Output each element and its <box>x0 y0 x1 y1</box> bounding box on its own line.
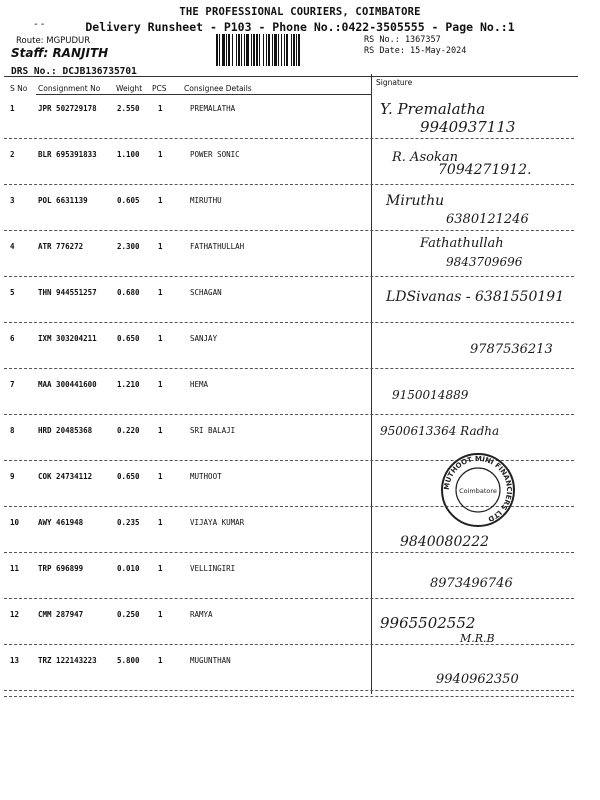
row-sno: 11 <box>10 564 20 573</box>
row-signature-text: Y. Premalatha <box>380 100 486 118</box>
row-consignment-no: ATR 776272 <box>38 242 84 251</box>
row-consignment-no: HRD 20485368 <box>38 426 93 435</box>
row-signature-number: 7094271912. <box>438 162 532 178</box>
col-header-signature: Signature <box>376 78 413 87</box>
row-consignment-no: COK 24734112 <box>38 472 93 481</box>
row-consignment-no: POL 6631139 <box>38 196 88 205</box>
row-pcs: 1 <box>158 196 163 205</box>
row-weight: 0.650 <box>117 472 140 481</box>
header-mark: - - <box>34 19 45 30</box>
row-signature-text: 9500613364 Radha <box>380 424 500 438</box>
row-separator <box>4 414 574 415</box>
row-pcs: 1 <box>158 242 163 251</box>
row-signature-number: 9940937113 <box>420 118 516 136</box>
row-separator <box>4 184 574 185</box>
row-pcs: 1 <box>158 150 163 159</box>
row-signature-text: R. Asokan <box>392 150 458 165</box>
document-subtitle: Delivery Runsheet - P103 - Phone No.:0422-3505555 - Page No.:1 <box>85 20 515 34</box>
row-pcs: 1 <box>158 288 163 297</box>
row-consignment-no: TRP 696899 <box>38 564 84 573</box>
col-header-sno: S No <box>10 84 28 93</box>
row-weight: 5.800 <box>117 656 140 665</box>
row-weight: 2.550 <box>117 104 140 113</box>
row-consignment-no: JPR 502729178 <box>38 104 97 113</box>
row-sno: 9 <box>10 472 15 481</box>
row-sno: 2 <box>10 150 15 159</box>
drs-number: DRS No.: DCJB136735701 <box>11 66 137 77</box>
col-header-consignee: Consignee Details <box>184 84 252 93</box>
row-signature-number: M.R.B <box>460 632 495 645</box>
row-consignee: RAMYA <box>190 610 213 619</box>
row-separator <box>4 322 574 323</box>
row-consignee: VIJAYA KUMAR <box>190 518 245 527</box>
row-sno: 7 <box>10 380 15 389</box>
row-consignment-no: AWY 461948 <box>38 518 84 527</box>
document-title: THE PROFESSIONAL COURIERS, COIMBATORE <box>179 6 421 18</box>
table-top-rule <box>4 76 578 77</box>
row-sno: 13 <box>10 656 20 665</box>
row-weight: 0.235 <box>117 518 140 527</box>
company-stamp <box>440 452 516 528</box>
row-sno: 8 <box>10 426 15 435</box>
row-signature-number: 6380121246 <box>446 212 529 227</box>
row-consignment-no: IXM 303204211 <box>38 334 97 343</box>
row-signature-text: 9940962350 <box>436 672 519 687</box>
row-signature-text: 9787536213 <box>470 342 553 357</box>
row-consignee: MUTHOOT <box>190 472 222 481</box>
row-consignee: SCHAGAN <box>190 288 222 297</box>
row-weight: 0.650 <box>117 334 140 343</box>
row-pcs: 1 <box>158 656 163 665</box>
row-separator <box>4 690 574 691</box>
row-sno: 6 <box>10 334 15 343</box>
rs-date: RS Date: 15-May-2024 <box>364 46 467 56</box>
row-separator <box>4 276 574 277</box>
row-signature-text: 8973496746 <box>430 576 513 591</box>
row-consignee: SANJAY <box>190 334 218 343</box>
stamp-ring-text: MUTHOOT MINI FINANCIERS LTD <box>442 454 514 523</box>
row-separator <box>4 598 574 599</box>
row-signature-text: Fathathullah <box>420 236 504 251</box>
row-separator <box>4 138 574 139</box>
row-signature-number: 9843709696 <box>446 255 523 269</box>
route-label: Route: MGPUDUR <box>16 36 91 46</box>
row-signature-text: 9840080222 <box>400 534 490 550</box>
row-consignment-no: BLR 695391833 <box>38 150 97 159</box>
row-signature-text: 9150014889 <box>392 388 469 402</box>
row-consignment-no: THN 944551257 <box>38 288 97 297</box>
row-weight: 0.605 <box>117 196 140 205</box>
row-separator <box>4 552 574 553</box>
row-consignee: MIRUTHU <box>190 196 222 205</box>
row-consignee: SRI BALAJI <box>190 426 236 435</box>
row-signature-text: LDSivanas - 6381550191 <box>386 289 565 305</box>
row-consignment-no: CMM 287947 <box>38 610 84 619</box>
row-consignment-no: TRZ 122143223 <box>38 656 97 665</box>
row-consignee: MUGUNTHAN <box>190 656 231 665</box>
row-weight: 2.300 <box>117 242 140 251</box>
row-sno: 12 <box>10 610 20 619</box>
row-weight: 0.680 <box>117 288 140 297</box>
row-consignee: FATHATHULLAH <box>190 242 245 251</box>
barcode <box>214 34 358 66</box>
row-pcs: 1 <box>158 472 163 481</box>
row-pcs: 1 <box>158 564 163 573</box>
row-pcs: 1 <box>158 426 163 435</box>
col-header-pcs: PCS <box>152 84 167 93</box>
staff-label: Staff: RANJITH <box>11 46 109 60</box>
col-header-consignment: Consignment No <box>38 84 101 93</box>
row-weight: 1.210 <box>117 380 140 389</box>
row-signature-text: Miruthu <box>386 193 445 209</box>
row-separator <box>4 644 574 645</box>
row-separator <box>4 368 574 369</box>
row-weight: 0.010 <box>117 564 140 573</box>
row-weight: 1.100 <box>117 150 140 159</box>
col-header-weight: Weight <box>116 84 143 93</box>
row-pcs: 1 <box>158 518 163 527</box>
row-pcs: 1 <box>158 334 163 343</box>
row-sno: 10 <box>10 518 20 527</box>
row-sno: 3 <box>10 196 15 205</box>
row-weight: 0.250 <box>117 610 140 619</box>
row-pcs: 1 <box>158 610 163 619</box>
row-separator <box>4 230 574 231</box>
row-consignee: VELLINGIRI <box>190 564 236 573</box>
row-consignee: POWER SONIC <box>190 150 240 159</box>
row-signature-text: 9965502552 <box>380 614 476 632</box>
stamp-inner-text: Coimbatore <box>459 487 497 495</box>
signature-column-divider <box>371 74 372 694</box>
row-consignee: PREMALATHA <box>190 104 236 113</box>
row-consignment-no: MAA 300441600 <box>38 380 97 389</box>
header-rule <box>36 94 371 95</box>
row-pcs: 1 <box>158 380 163 389</box>
rs-number: RS No.: 1367357 <box>364 35 441 45</box>
row-sno: 1 <box>10 104 15 113</box>
table-bottom-rule <box>4 696 574 697</box>
row-sno: 4 <box>10 242 15 251</box>
row-consignee: HEMA <box>190 380 209 389</box>
row-weight: 0.220 <box>117 426 140 435</box>
row-sno: 5 <box>10 288 15 297</box>
row-pcs: 1 <box>158 104 163 113</box>
